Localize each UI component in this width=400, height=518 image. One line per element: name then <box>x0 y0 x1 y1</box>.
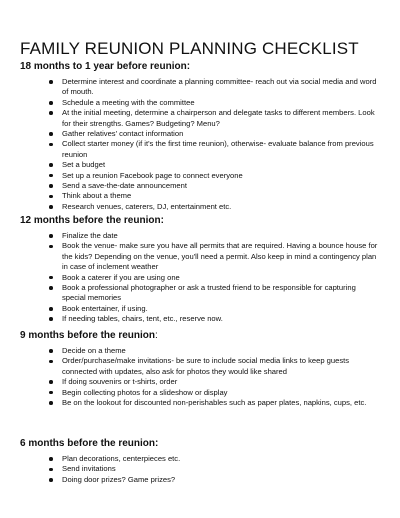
checklist-item <box>20 464 380 474</box>
checklist-item-text: Book entertainer, if using. <box>62 303 148 313</box>
bullet-icon <box>49 245 53 249</box>
checklist-item <box>20 160 380 170</box>
bullet-icon <box>49 101 53 105</box>
section-heading-text: 6 months before the reunion: <box>20 438 159 449</box>
bullet-icon <box>49 163 53 167</box>
checklist-item <box>20 129 380 139</box>
checklist-item-text: If doing souvenirs or t-shirts, order <box>62 377 178 387</box>
checklist-items <box>20 454 380 485</box>
checklist-item-text: Be on the lookout for discounted non-perishables such as paper plates, napkins, cups, etc. <box>62 398 367 408</box>
checklist-item <box>20 231 380 241</box>
bullet-icon <box>49 276 53 280</box>
checklist-item-text: At the initial meeting, determine a chairperson and delegate tasks to different members. Look for their strengths. Games? Budgeting? Menu? <box>62 108 375 128</box>
bullet-icon <box>49 468 53 472</box>
checklist-items <box>20 77 380 212</box>
checklist-item <box>20 283 380 304</box>
checklist-item <box>20 377 380 387</box>
checklist-item <box>20 273 380 283</box>
checklist-item <box>20 304 380 314</box>
checklist-item-text: Think about a theme <box>62 191 132 201</box>
checklist-item <box>20 398 380 408</box>
bullet-icon <box>49 317 53 321</box>
section-heading-suffix: : <box>155 330 158 341</box>
section-9-months <box>20 329 380 408</box>
checklist-item <box>20 202 380 212</box>
checklist-item <box>20 388 380 398</box>
checklist-item-text: Book a professional photographer or ask a trusted friend to be responsible for capturing special memories <box>62 283 356 303</box>
checklist-item <box>20 171 380 181</box>
section-heading <box>20 329 380 342</box>
bullet-icon <box>49 286 53 290</box>
checklist-item-text: Book a caterer if you are using one <box>62 272 180 282</box>
checklist-item-text: Book the venue- make sure you have all permits that are required. Having a bounce house for the kids? Depending on the venue, you'll need a permit. Also keep in mind a contingency plan in case of inclement weather <box>62 241 378 272</box>
checklist-item <box>20 108 380 129</box>
bullet-icon <box>49 111 53 115</box>
section-heading-text: 18 months to 1 year before reunion: <box>20 61 191 72</box>
checklist-items <box>20 231 380 325</box>
checklist-item <box>20 77 380 98</box>
checklist-item <box>20 356 380 377</box>
checklist-item-text: Send invitations <box>62 464 116 474</box>
bullet-icon <box>49 401 53 405</box>
section-heading <box>20 60 380 73</box>
checklist-item-text: Order/purchase/make invitations- be sure to include social media links to keep guests connected with updates, also ask for photos they would like shared <box>62 356 350 376</box>
section-heading <box>20 437 380 450</box>
checklist-item <box>20 181 380 191</box>
checklist-item-text: Begin collecting photos for a slideshow or display <box>62 387 228 397</box>
checklist-item <box>20 191 380 201</box>
checklist-item <box>20 346 380 356</box>
section-12-months <box>20 214 380 325</box>
checklist-item-text: Research venues, caterers, DJ, entertainment etc. <box>62 201 232 211</box>
bullet-icon <box>49 380 53 384</box>
section-heading-text: 12 months before the reunion: <box>20 215 164 226</box>
bullet-icon <box>49 478 53 482</box>
section-heading <box>20 214 380 227</box>
checklist-items <box>20 346 380 408</box>
checklist-item-text: Gather relatives' contact information <box>62 129 184 139</box>
checklist-item <box>20 139 380 160</box>
checklist-item-text: Schedule a meeting with the committee <box>62 97 195 107</box>
checklist-item <box>20 98 380 108</box>
section-heading-text: 9 months before the reunion <box>20 330 156 341</box>
bullet-icon <box>49 457 53 461</box>
checklist-item-text: Finalize the date <box>62 231 118 240</box>
bullet-icon <box>49 391 53 395</box>
bullet-icon <box>49 132 53 136</box>
bullet-icon <box>49 184 53 188</box>
document-title: FAMILY REUNION PLANNING CHECKLIST <box>20 39 359 58</box>
section-18-months <box>20 60 380 212</box>
bullet-icon <box>49 80 53 84</box>
checklist-item-text: If needing tables, chairs, tent, etc., reserve now. <box>62 314 223 324</box>
bullet-icon <box>49 234 53 238</box>
checklist-item-text: Plan decorations, centerpieces etc. <box>62 454 181 463</box>
checklist-item-text: Collect starter money (if it's the first time reunion), otherwise- evaluate balance from previous reunion <box>62 139 374 159</box>
checklist-item <box>20 454 380 464</box>
checklist-item-text: Determine interest and coordinate a planning committee- reach out via social media and word of mouth. <box>62 77 377 97</box>
bullet-icon <box>49 195 53 199</box>
bullet-icon <box>49 205 53 209</box>
bullet-icon <box>49 360 53 364</box>
bullet-icon <box>49 143 53 147</box>
bullet-icon <box>49 349 53 353</box>
checklist-item <box>20 241 380 272</box>
checklist-item-text: Decide on a theme <box>62 346 126 355</box>
section-6-months <box>20 437 380 485</box>
bullet-icon <box>49 174 53 178</box>
checklist-item <box>20 314 380 324</box>
checklist-item-text: Doing door prizes? Game prizes? <box>62 474 176 484</box>
checklist-item-text: Send a save-the-date announcement <box>62 181 187 191</box>
checklist-item-text: Set a budget <box>62 160 106 170</box>
checklist-item-text: Set up a reunion Facebook page to connect everyone <box>62 170 243 180</box>
checklist-item <box>20 475 380 485</box>
bullet-icon <box>49 307 53 311</box>
